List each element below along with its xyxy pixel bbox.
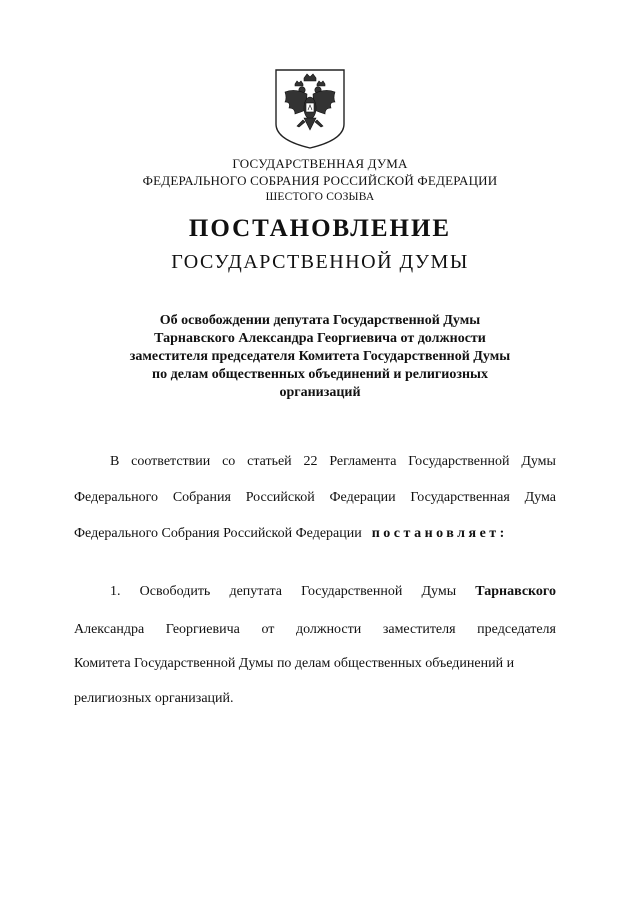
header-line-1: ГОСУДАРСТВЕННАЯ ДУМА <box>232 156 408 171</box>
document-title: ПОСТАНОВЛЕНИЕ <box>188 215 452 242</box>
issuer-header <box>0 155 640 206</box>
subject-line: Тарнавского Александра Георгиевича от должности <box>154 331 486 346</box>
word: Георгиевича <box>165 622 240 637</box>
preamble-line-1 <box>110 454 556 470</box>
word: Собрания <box>172 490 231 505</box>
word: председателя <box>477 622 556 637</box>
item1-text: Комитета Государственной Думы по делам общественных объединений и <box>74 656 515 671</box>
word: Думы <box>521 454 556 469</box>
word: Думы <box>421 584 457 599</box>
item1-line-2 <box>74 622 556 638</box>
document-subtitle: ГОСУДАРСТВЕННОЙ ДУМЫ <box>171 251 469 273</box>
item1-line-1 <box>110 584 556 600</box>
word: В <box>110 454 120 469</box>
word: Федерации <box>329 490 396 505</box>
word: Александра <box>74 622 145 637</box>
word: Государственная <box>410 490 510 505</box>
word: заместителя <box>382 622 456 637</box>
word: 1. <box>110 584 121 599</box>
word: Федерального <box>74 490 159 505</box>
word: Регламента <box>329 454 397 469</box>
subject-line: организаций <box>279 385 361 400</box>
subject-line: Об освобождении депутата Государственной Думы <box>159 313 481 328</box>
preamble-line-3 <box>74 526 556 542</box>
subject-line: заместителя председателя Комитета Государственной Думы <box>129 349 511 364</box>
coat-of-arms-emblem <box>273 68 347 150</box>
word: Освободить <box>139 584 211 599</box>
word: должности <box>295 622 362 637</box>
deputy-surname: Тарнавского <box>475 584 556 599</box>
word: Дума <box>524 490 556 505</box>
word: со <box>222 454 236 469</box>
item1-line-3 <box>74 656 556 672</box>
word: Государственной <box>408 454 510 469</box>
item1-line-4 <box>74 691 556 707</box>
word: соответствии <box>131 454 211 469</box>
word: Российской <box>245 490 315 505</box>
resolves-word: постановляет: <box>371 526 508 541</box>
subject-line: по делам общественных объединений и религиозных <box>152 367 488 382</box>
word: депутата <box>229 584 282 599</box>
header-line-2: ФЕДЕРАЛЬНОГО СОБРАНИЯ РОССИЙСКОЙ ФЕДЕРАЦИИ <box>142 173 498 188</box>
document-subject <box>100 312 540 402</box>
preamble-line-2 <box>74 490 556 506</box>
word: статьей <box>247 454 292 469</box>
word: Государственной <box>301 584 403 599</box>
word: от <box>261 622 275 637</box>
word: 22 <box>303 454 318 469</box>
header-line-3: ШЕСТОГО СОЗЫВА <box>265 191 375 203</box>
preamble-text: Федерального Собрания Российской Федерации <box>74 526 362 541</box>
item1-text: религиозных организаций. <box>74 691 234 706</box>
